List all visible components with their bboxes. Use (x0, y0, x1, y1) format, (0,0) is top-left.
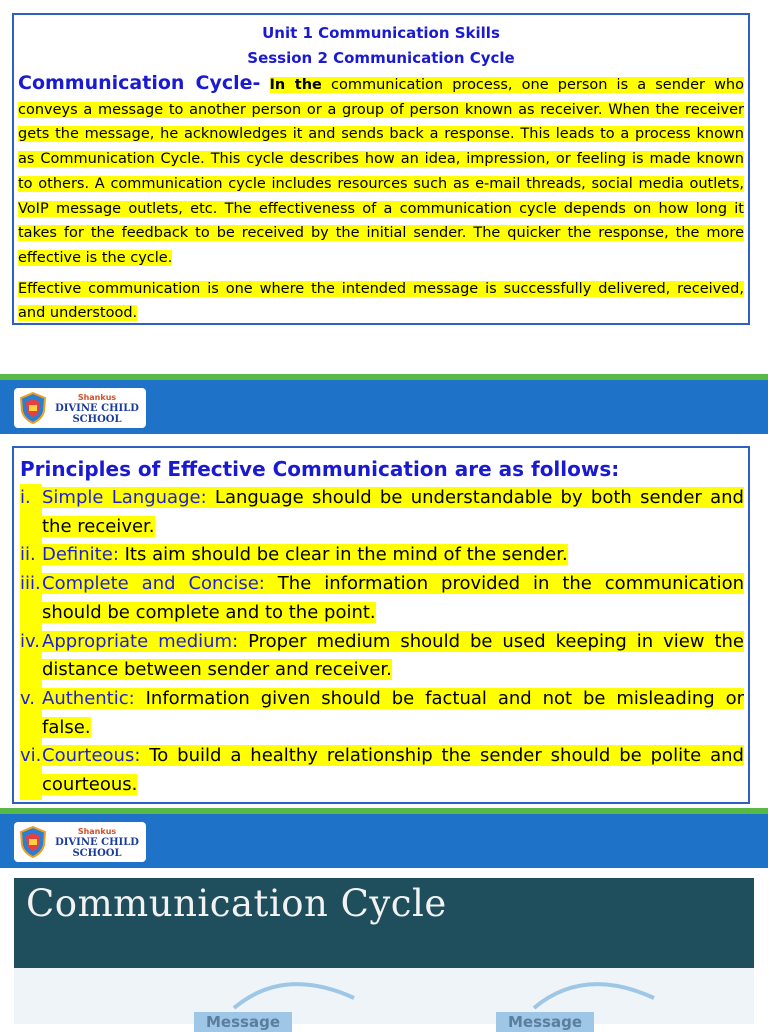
principle-term: Courteous: (42, 745, 141, 767)
intro-box (12, 13, 750, 325)
principle-desc: Information given should be factual and not be misleading or false. (42, 687, 744, 738)
principle-desc: Proper medium should be used keeping in view the distance between sender and receiver. (42, 630, 744, 681)
principle-num: v. (20, 685, 42, 742)
principle-num: vi. (20, 742, 42, 799)
principles-box (12, 446, 750, 804)
principles-list (20, 484, 744, 800)
principle-term: Simple Language: (42, 487, 207, 508)
intro-bold-start: In the (269, 77, 322, 93)
principle-item (20, 628, 744, 685)
school-banner (0, 374, 768, 434)
principle-term: Definite: (42, 544, 119, 566)
banner-band (0, 380, 768, 434)
slide-title: Communication Cycle (26, 882, 447, 925)
intro-lead: Communication Cycle- (18, 72, 261, 94)
unit-title: Unit 1 Communication Skills (262, 24, 500, 42)
logo-line-1: DIVINE CHILD (55, 836, 139, 848)
principle-desc: Its aim should be clear in the mind of the sender. (118, 544, 568, 566)
principle-item (20, 484, 744, 541)
slide-title-band (14, 878, 754, 968)
logo-small: Shankus (77, 392, 117, 402)
school-logo (14, 388, 146, 428)
principle-item (20, 570, 744, 627)
crest-icon (18, 825, 48, 859)
diagram-area (14, 968, 754, 1024)
logo-line-2: SCHOOL (72, 413, 122, 425)
principle-item (20, 742, 744, 799)
principle-term: Appropriate medium: (42, 630, 239, 652)
session-title: Session 2 Communication Cycle (247, 49, 515, 67)
logo-text (48, 826, 146, 859)
school-banner-2 (0, 808, 768, 868)
crest-icon (18, 391, 48, 425)
principle-num: iii. (20, 570, 42, 627)
principle-item (20, 541, 744, 570)
principle-num: i. (20, 484, 42, 541)
logo-line-2: SCHOOL (72, 847, 122, 859)
principle-term: Complete and Concise: (42, 573, 265, 595)
message-box-2: Message (496, 1012, 594, 1032)
banner-band (0, 814, 768, 868)
logo-line-1: DIVINE CHILD (55, 402, 139, 414)
intro-text: communication process, one person is a sender who conveys a message to another person or a group of person known as receiver. When the receiver gets the message, he acknowledges it and sends back a response. This leads to a process known as Communication Cycle. This cycle describes how an idea, impression, or feeling is made known to others. A communication cycle includes resources such as e-mail threads, social media outlets, VoIP message outlets, etc. The effectiveness of a communication cycle depends on how long it takes for the feedback to be received by the initial sender. The quicker the response, the more effective is the cycle. (18, 77, 744, 266)
cycle-arrows (14, 968, 754, 1024)
principle-item (20, 685, 744, 742)
principle-num: iv. (20, 628, 42, 685)
principle-desc: To build a healthy relationship the sender should be polite and courteous. (42, 745, 744, 796)
school-logo (14, 822, 146, 862)
principle-desc: Language should be understandable by both sender and the receiver. (42, 487, 744, 537)
principle-num: ii. (20, 541, 42, 570)
intro-paragraph-2 (18, 277, 744, 326)
principle-desc: The information provided in the communication should be complete and to the point. (42, 573, 744, 623)
logo-text (48, 392, 146, 425)
intro-paragraph (18, 71, 744, 271)
principle-term: Authentic: (42, 687, 135, 709)
principles-heading: Principles of Effective Communication are as follows: (20, 457, 620, 481)
logo-small: Shankus (77, 826, 117, 836)
message-box-1: Message (194, 1012, 292, 1032)
intro-text-2: Effective communication is one where the intended message is successfully delivered, received, and understood. (18, 280, 744, 322)
